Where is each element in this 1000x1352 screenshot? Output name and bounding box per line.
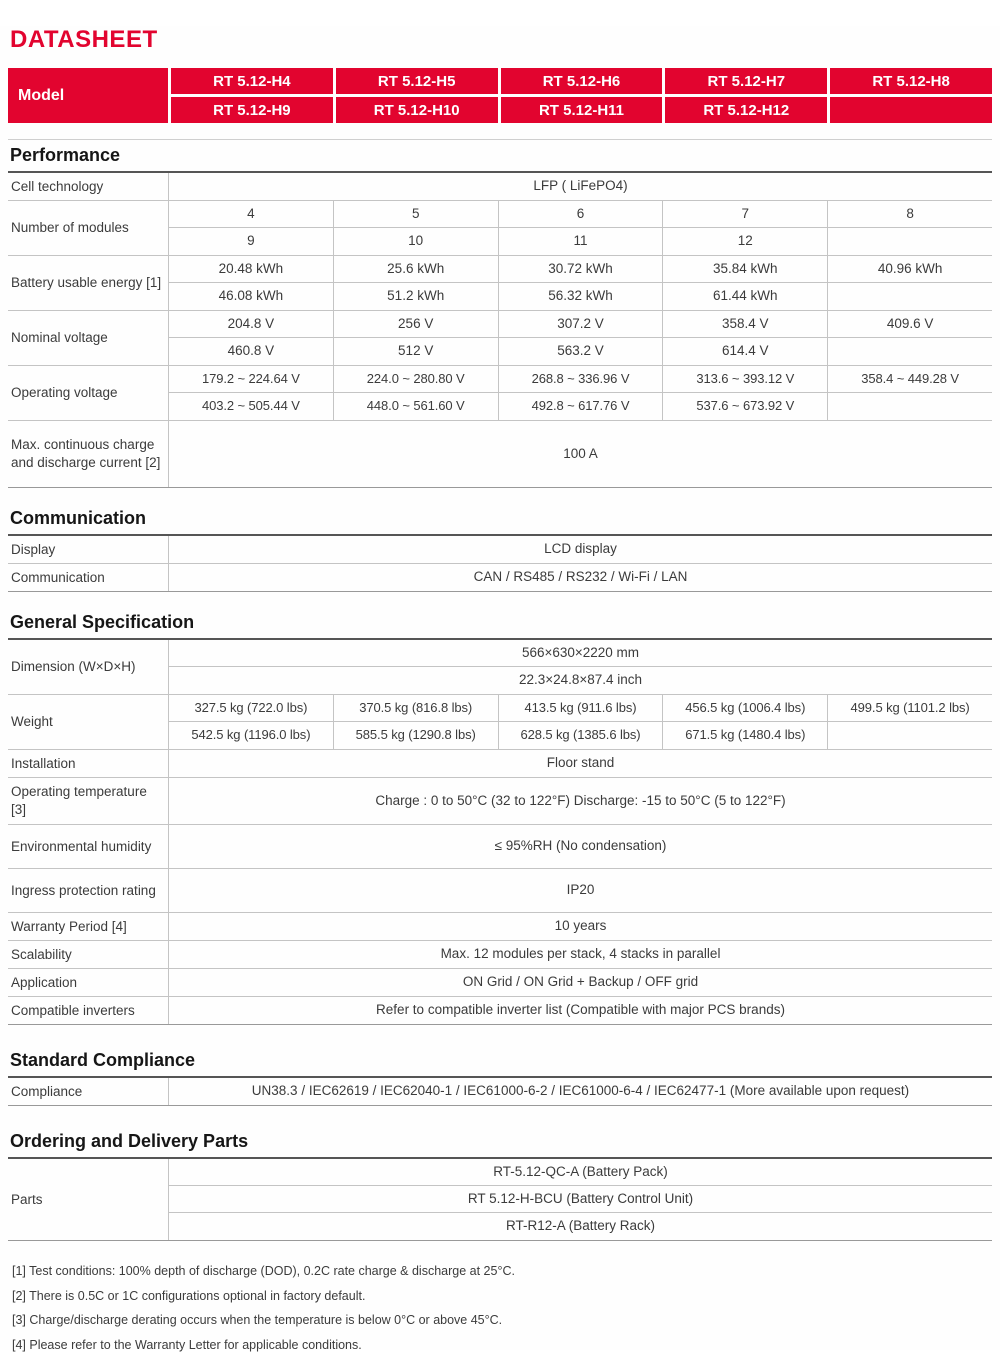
datasheet-page [0, 26, 1000, 1350]
row-nominal-voltage [8, 311, 992, 366]
row-value: 268.8 ~ 336.96 V [498, 366, 663, 393]
row-operating-voltage [8, 366, 992, 421]
row-value: ≤ 95%RH (No condensation) [168, 825, 992, 868]
row-value: Floor stand [168, 750, 992, 777]
model-cell-h9: RT 5.12-H9 [171, 97, 333, 123]
row-battery-usable-energy [8, 256, 992, 311]
row-label: Compliance [11, 1083, 83, 1099]
row-value: 537.6 ~ 673.92 V [662, 393, 827, 420]
model-cell-h4: RT 5.12-H4 [171, 68, 333, 94]
row-operating-temperature [8, 778, 992, 825]
row-warranty-period [8, 913, 992, 941]
footnote-1: [1] Test conditions: 100% depth of discharge (DOD), 0.2C rate charge & discharge at 25°C. [12, 1264, 515, 1278]
model-cell-h7: RT 5.12-H7 [665, 68, 827, 94]
footnote-2: [2] There is 0.5C or 1C configurations optional in factory default. [12, 1288, 366, 1303]
row-label: Operating temperature [3] [11, 784, 147, 817]
row-value: 9 [168, 228, 333, 255]
row-communication [8, 564, 992, 592]
row-value: 10 [333, 228, 498, 255]
model-cell-empty [830, 97, 992, 123]
row-value: 204.8 V [168, 311, 333, 338]
model-cell-h10: RT 5.12-H10 [336, 97, 498, 123]
row-label: Ingress protection rating [11, 882, 156, 898]
footnote-3: [3] Charge/discharge derating occurs when the temperature is below 0°C or above 45°C. [12, 1313, 503, 1327]
row-value: 256 V [333, 311, 498, 338]
row-label: Cell technology [11, 178, 104, 194]
row-value: 614.4 V [662, 338, 827, 365]
row-value: 51.2 kWh [333, 283, 498, 310]
row-compliance [8, 1078, 992, 1106]
row-value [827, 393, 992, 420]
row-label: Max. continuous charge and discharge current [2] [11, 437, 161, 470]
row-value: 56.32 kWh [498, 283, 663, 310]
page-title: DATASHEET [10, 26, 158, 53]
row-application [8, 969, 992, 997]
row-weight [8, 695, 992, 750]
row-value: 358.4 ~ 449.28 V [827, 366, 992, 393]
row-value: Charge : 0 to 50°C (32 to 122°F) Discharge: -15 to 50°C (5 to 122°F) [168, 778, 992, 824]
row-value: 563.2 V [498, 338, 663, 365]
row-display [8, 536, 992, 564]
parts-item: RT 5.12-H-BCU (Battery Control Unit) [168, 1186, 992, 1213]
row-value: 8 [827, 201, 992, 228]
row-value: 327.5 kg (722.0 lbs) [168, 695, 333, 722]
row-value: 30.72 kWh [498, 256, 663, 283]
row-value: 5 [333, 201, 498, 228]
footnote-4: [4] Please refer to the Warranty Letter for applicable conditions. [12, 1337, 362, 1352]
row-dimension [8, 640, 992, 695]
row-value: 370.5 kg (816.8 lbs) [333, 695, 498, 722]
row-value: 671.5 kg (1480.4 lbs) [662, 722, 827, 749]
row-value: 25.6 kWh [333, 256, 498, 283]
model-cell-h6: RT 5.12-H6 [501, 68, 663, 94]
row-label: Weight [11, 714, 53, 730]
row-value: 413.5 kg (911.6 lbs) [498, 695, 663, 722]
section-heading-communication: Communication [8, 503, 992, 536]
row-value: 100 A [168, 421, 992, 487]
row-value: 10 years [168, 913, 992, 940]
row-label: Parts [11, 1191, 43, 1207]
row-value: LFP ( LiFePO4) [168, 173, 992, 200]
model-table [8, 68, 992, 123]
row-value: 499.5 kg (1101.2 lbs) [827, 695, 992, 722]
row-value: 7 [662, 201, 827, 228]
row-label: Display [11, 541, 56, 557]
row-value: UN38.3 / IEC62619 / IEC62040-1 / IEC61000-6-2 / IEC61000-6-4 / IEC62477-1 (More available upon request) [168, 1078, 992, 1105]
section-heading-standard-compliance: Standard Compliance [8, 1045, 992, 1078]
section-heading-performance: Performance [8, 140, 992, 173]
row-value [827, 338, 992, 365]
row-value [827, 228, 992, 255]
row-value: 409.6 V [827, 311, 992, 338]
row-value: 542.5 kg (1196.0 lbs) [168, 722, 333, 749]
row-cell-technology [8, 173, 992, 201]
row-value: 448.0 ~ 561.60 V [333, 393, 498, 420]
row-label: Warranty Period [4] [11, 918, 127, 934]
row-value: 22.3×24.8×87.4 inch [168, 667, 992, 694]
row-parts [8, 1159, 992, 1241]
model-cell-h8: RT 5.12-H8 [830, 68, 992, 94]
row-compatible-inverters [8, 997, 992, 1025]
row-value [827, 722, 992, 749]
row-value: 35.84 kWh [662, 256, 827, 283]
row-value: 566×630×2220 mm [168, 640, 992, 667]
row-value: 40.96 kWh [827, 256, 992, 283]
row-value: CAN / RS485 / RS232 / Wi-Fi / LAN [168, 564, 992, 591]
model-cell-h12: RT 5.12-H12 [665, 97, 827, 123]
row-value: Refer to compatible inverter list (Compatible with major PCS brands) [168, 997, 992, 1024]
row-label: Battery usable energy [1] [11, 275, 162, 291]
row-ingress-protection [8, 869, 992, 913]
row-value: Max. 12 modules per stack, 4 stacks in parallel [168, 941, 992, 968]
row-label: Installation [11, 755, 76, 771]
row-value: 179.2 ~ 224.64 V [168, 366, 333, 393]
row-value: 6 [498, 201, 663, 228]
row-label: Compatible inverters [11, 1002, 135, 1018]
footnotes [12, 1265, 1000, 1351]
row-value: 4 [168, 201, 333, 228]
row-max-current [8, 421, 992, 488]
row-label: Operating voltage [11, 385, 118, 401]
row-value: 313.6 ~ 393.12 V [662, 366, 827, 393]
parts-item: RT-R12-A (Battery Rack) [168, 1213, 992, 1240]
row-installation [8, 750, 992, 778]
row-value: 585.5 kg (1290.8 lbs) [333, 722, 498, 749]
model-row-label: Model [8, 68, 168, 123]
row-value: IP20 [168, 869, 992, 912]
row-value [827, 283, 992, 310]
row-label: Scalability [11, 946, 72, 962]
model-cell-h5: RT 5.12-H5 [336, 68, 498, 94]
row-value: 460.8 V [168, 338, 333, 365]
model-cell-h11: RT 5.12-H11 [501, 97, 663, 123]
row-number-of-modules [8, 201, 992, 256]
row-label: Dimension (W×D×H) [11, 659, 136, 675]
section-heading-general-specification: General Specification [8, 607, 992, 640]
row-label: Environmental humidity [11, 838, 152, 854]
row-label: Communication [11, 569, 105, 585]
row-value: 20.48 kWh [168, 256, 333, 283]
row-value: LCD display [168, 536, 992, 563]
row-value: 512 V [333, 338, 498, 365]
row-value: 46.08 kWh [168, 283, 333, 310]
row-value: 628.5 kg (1385.6 lbs) [498, 722, 663, 749]
row-scalability [8, 941, 992, 969]
row-value: 12 [662, 228, 827, 255]
parts-item: RT-5.12-QC-A (Battery Pack) [168, 1159, 992, 1186]
row-label: Number of modules [11, 220, 129, 236]
row-value: ON Grid / ON Grid + Backup / OFF grid [168, 969, 992, 996]
row-value: 61.44 kWh [662, 283, 827, 310]
row-label: Nominal voltage [11, 330, 108, 346]
section-heading-ordering-parts: Ordering and Delivery Parts [8, 1126, 992, 1159]
row-label: Application [11, 974, 78, 990]
row-value: 307.2 V [498, 311, 663, 338]
row-value: 456.5 kg (1006.4 lbs) [662, 695, 827, 722]
row-value: 403.2 ~ 505.44 V [168, 393, 333, 420]
row-value: 11 [498, 228, 663, 255]
row-value: 224.0 ~ 280.80 V [333, 366, 498, 393]
row-value: 358.4 V [662, 311, 827, 338]
row-value: 492.8 ~ 617.76 V [498, 393, 663, 420]
row-environmental-humidity [8, 825, 992, 869]
